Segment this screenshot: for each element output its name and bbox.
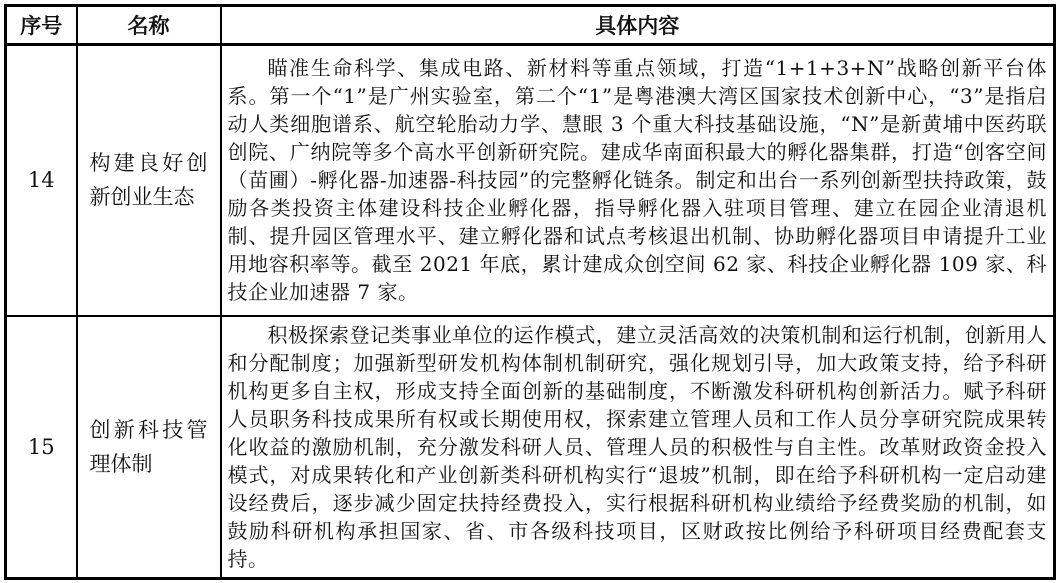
row-14-name-cell <box>77 45 221 316</box>
table-row <box>6 316 1055 579</box>
document-table <box>4 4 1056 580</box>
row-14-name-text: 构建良好创新创业生态 <box>89 151 208 210</box>
row-14-serial-cell: 14 <box>6 45 77 316</box>
row-14-content-text: 瞄准生命科学、集成电路、新材料等重点领域，打造“1+1+3+N”战略创新平台体系。第一个“1”是广州实验室，第二个“1”是粤港澳大湾区国家技术创新中心，“3”是指启动人类细胞谱系、航空轮胎动力学、慧眼 3 个重大科技基础设施，“N”是新黄埔中医药联创院、广纳院等多个高水平创新研究院。建成华南面积最大的孵化器集群，打造“创客空间（苗圃）-孵化器-加速器-科技园”的完整孵化链条。制定和出台一系列创新型扶持政策，鼓励各类投资主体建设科技企业孵化器，指导孵化器入驻项目管理、建立在园企业清退机制、提升园区管理水平、建立孵化器和试点考核退出机制、协助孵化器项目申请提升工业用地容积率等。截至 2021 年底，累计建成众创空间 62 家、科技企业孵化器 109 家、科技企业加速器 7 家。 <box>227 56 1047 305</box>
header-serial-number: 序号 <box>6 6 77 45</box>
row-14-content-cell <box>221 45 1055 316</box>
row-15-name-text: 创新科技管理体制 <box>89 417 208 476</box>
row-15-content-cell <box>221 316 1055 579</box>
row-15-content-text: 积极探索登记类事业单位的运作模式，建立灵活高效的决策机制和运行机制，创新用人和分配制度；加强新型研发机构体制机制研究，强化规划引导，加大政策支持，给予科研机构更多自主权，形成支持全面创新的基础制度，不断激发科研机构创新活力。赋予科研人员职务科技成果所有权或长期使用权，探索建立管理人员和工作人员分享研究院成果转化收益的激励机制，充分激发科研人员、管理人员的积极性与自主性。改革财政资金投入模式，对成果转化和产业创新类科研机构实行“退坡”机制，即在给予科研机构一定启动建设经费后，逐步减少固定扶持经费投入，实行根据科研机构业绩给予经费奖励的机制，如鼓励科研机构承担国家、省、市各级科技项目，区财政按比例给予科研项目经费配套支持。 <box>227 322 1047 571</box>
table-row <box>6 45 1055 316</box>
header-name: 名称 <box>77 6 221 45</box>
header-content: 具体内容 <box>221 6 1055 45</box>
row-15-name-cell <box>77 316 221 579</box>
table-header-row <box>6 6 1055 45</box>
row-15-serial-cell: 15 <box>6 316 77 579</box>
